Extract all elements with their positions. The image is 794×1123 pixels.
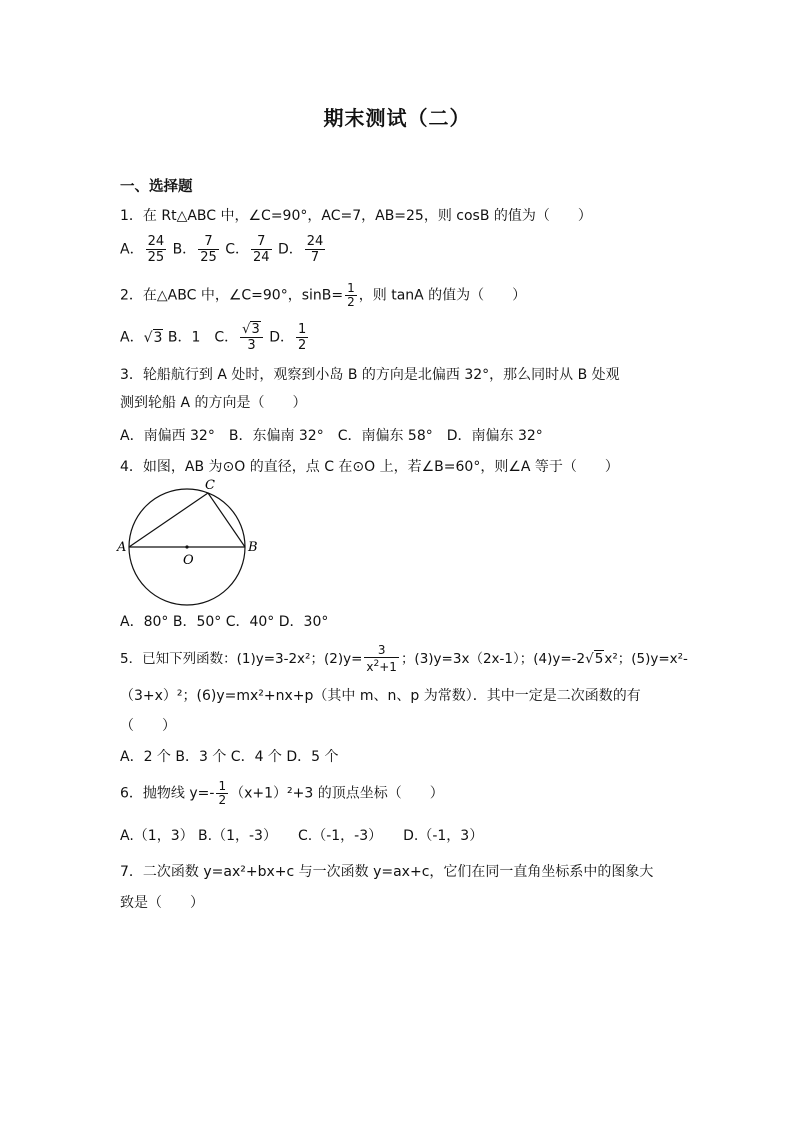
denominator-exponent: 2: [373, 659, 380, 669]
fraction: [251, 234, 272, 265]
question-5-line-1: [120, 644, 688, 674]
fraction-numerator: 7: [198, 234, 219, 250]
radicand: 3: [153, 329, 163, 346]
stem-text: ，则 tanA 的值为（ ）: [358, 287, 527, 304]
radicand: 3: [251, 322, 260, 337]
fraction: [305, 234, 326, 265]
question-3-line-2: 测到轮船 A 的方向是（ ）: [120, 395, 307, 411]
question-7-line-1: 7．二次函数 y=ax²+bx+c 与一次函数 y=ax+c，它们在同一直角坐标系中的图象大: [120, 864, 654, 880]
radicand: 5: [594, 651, 604, 667]
question-1-options: [120, 234, 327, 265]
fraction-numerator: 7: [251, 234, 272, 250]
fraction: [198, 234, 219, 265]
fraction-denominator: 2: [347, 295, 355, 309]
question-4-options: A．80° B．50° C．40° D．30°: [120, 614, 329, 630]
center-point: [185, 545, 188, 548]
question-5-line-3: （ ）: [120, 718, 176, 734]
question-2-options: [120, 322, 310, 353]
option-label: B．: [172, 241, 197, 258]
question-6-options: A.（1，3） B.（1，-3） C.（-1，-3） D.（-1，3）: [120, 828, 484, 844]
label-b: B: [248, 540, 258, 555]
fraction: [216, 780, 228, 807]
fraction-numerator: 3: [364, 644, 399, 658]
option-label: D．: [269, 329, 294, 346]
circle-figure: [112, 476, 272, 608]
stem-text: ；(3)y=3x（2x-1）；(4)y=-2: [400, 651, 586, 667]
fraction-denominator: [364, 658, 399, 674]
question-5-line-2: （3+x）²；(6)y=mx²+nx+p（其中 m、n、p 为常数）．其中一定是二次函数的有: [120, 688, 641, 704]
question-3-line-1: 3．轮船航行到 A 处时，观察到小岛 B 的方向是北偏西 32°，那么同时从 B 处观: [120, 367, 620, 383]
stem-text: 2．在△ABC 中，∠C=90°，sinB=: [120, 287, 344, 304]
fraction-numerator: 1: [297, 322, 307, 337]
stem-text: 6．抛物线 y=-: [120, 785, 215, 802]
option-label: C．: [225, 241, 249, 258]
option-label: D．: [277, 241, 303, 258]
page-title: 期末测试（二）: [323, 106, 471, 130]
fraction-denominator: 2: [297, 338, 307, 353]
fraction: [146, 234, 167, 265]
fraction-denominator: 25: [200, 250, 217, 265]
stem-text: 5．已知下列函数：(1)y=3-2x²；(2)y=: [120, 651, 363, 667]
sqrt-expression: √3: [143, 329, 163, 346]
sqrt-expression: √5: [585, 651, 604, 667]
question-2-stem: [120, 282, 526, 309]
fraction-numerator: 1: [347, 281, 355, 295]
fraction-denominator: 3: [247, 338, 256, 353]
fraction-numerator: [240, 322, 263, 338]
fraction-denominator: 25: [147, 250, 165, 265]
section-heading: 一、选择题: [120, 179, 193, 195]
fraction-denominator: 24: [252, 250, 270, 265]
option-text: B．1 C．: [167, 329, 239, 346]
question-1-stem: 1．在 Rt△ABC 中，∠C=90°，AC=7，AB=25，则 cosB 的值为（ ）: [120, 208, 592, 224]
question-3-options: A．南偏西 32° B．东偏南 32° C．南偏东 58° D．南偏东 32°: [120, 428, 543, 444]
fraction: [240, 322, 263, 353]
sqrt-expression: √3: [242, 322, 260, 337]
fraction: [296, 322, 308, 353]
question-6-stem: [120, 780, 444, 807]
fraction-denominator: 2: [218, 793, 227, 807]
stem-text: x²；(5)y=x²-: [604, 651, 688, 667]
fraction-numerator: 24: [306, 234, 324, 249]
fraction-numerator: 1: [218, 779, 227, 793]
label-o: O: [183, 553, 194, 568]
chord-bc: [208, 493, 245, 547]
option-label: A．: [120, 329, 144, 346]
label-c: C: [205, 478, 215, 493]
label-a: A: [117, 540, 127, 555]
fraction: [364, 644, 399, 674]
option-label: A．: [120, 241, 144, 258]
fraction-denominator: 7: [310, 250, 320, 265]
chord-ac: [129, 493, 208, 547]
question-5-options: A．2 个 B．3 个 C．4 个 D．5 个: [120, 749, 339, 765]
denominator-rest: +1: [379, 660, 397, 674]
fraction-numerator: 24: [147, 234, 165, 249]
denominator-base: x: [366, 660, 374, 674]
question-4-stem: 4．如图，AB 为⊙O 的直径，点 C 在⊙O 上，若∠B=60°，则∠A 等于（ ）: [120, 459, 619, 475]
fraction: [345, 282, 357, 309]
question-7-line-2: 致是（ ）: [120, 895, 204, 911]
stem-text: （x+1）²+3 的顶点坐标（ ）: [230, 785, 444, 802]
